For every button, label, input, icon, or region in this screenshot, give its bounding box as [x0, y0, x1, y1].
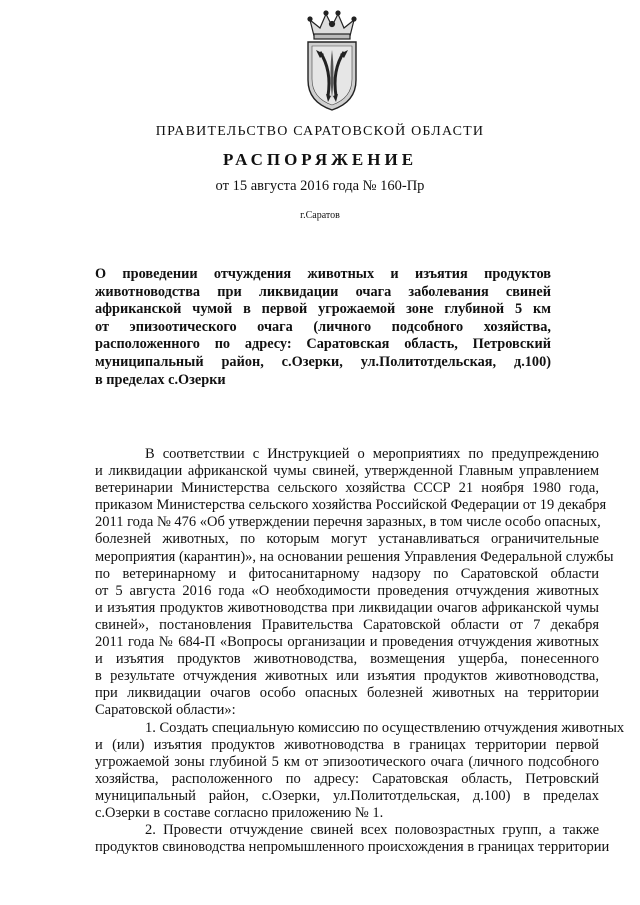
title-line: от эпизоотического очага (личного подсобного хозяйства, [95, 318, 551, 335]
body-line: при ликвидации очагов особо опасных болезней животных на территории [95, 685, 599, 702]
body-line: Саратовской области»: [95, 702, 236, 719]
body-line: ветеринарии Министерства сельского хозяйства СССР 21 ноября 1980 года, [95, 480, 599, 497]
title-line: в пределах с.Озерки [95, 371, 226, 388]
document-city: г.Саратов [300, 210, 340, 221]
body-line: 2011 года № 684-П «Вопросы организации и проведения отчуждения животных [95, 634, 599, 651]
body-line: и ликвидации африканской чумы свиней, утвержденной Главным управлением [95, 463, 599, 480]
body-line: и изъятия продуктов животноводства, возмещения ущерба, понесенного [95, 651, 599, 668]
body-line: по ветеринарному и фитосанитарному надзору по Саратовской области [95, 565, 599, 582]
body-line: хозяйства, расположенного по адресу: Саратовская область, Петровский [95, 770, 599, 787]
body-line: 2011 года № 476 «Об утверждении перечня заразных, в том числе особо опасных, [95, 514, 601, 531]
title-line: африканской чумой в первой угрожаемой зоне глубиной 5 км [95, 301, 551, 318]
body-line: свиней», постановления Правительства Саратовской области от 7 декабря [95, 616, 599, 633]
document-title [95, 266, 551, 389]
title-line: О проведении отчуждения животных и изъятия продуктов [95, 266, 551, 282]
body-line: В соответствии с Инструкцией о мероприятиях по предупреждению [145, 446, 599, 462]
document-type: РАСПОРЯЖЕНИЕ [222, 150, 418, 169]
body-line: 2. Провести отчуждение свиней всех половозрастных групп, а также [145, 822, 599, 839]
document-body [95, 446, 625, 856]
title-line: расположенного по адресу: Саратовская область, Петровский [95, 336, 551, 353]
body-line: мероприятия (карантин)», на основании решения Управления Федеральной службы [95, 548, 614, 565]
title-line: животноводства при ликвидации очага заболевания свиней [95, 283, 551, 300]
body-line: продуктов свиноводства непромышленного происхождения в границах территории [95, 839, 610, 856]
body-line: от 5 августа 2016 года «О необходимости проведения отчуждения животных [95, 582, 599, 599]
body-line: угрожаемой зоны глубиной 5 км от эпизоотического очага (личного подсобного [95, 753, 599, 770]
body-line: с.Озерки в составе согласно приложению № 1. [95, 804, 384, 821]
coat-of-arms-icon [300, 10, 364, 114]
government-name: ПРАВИТЕЛЬСТВО САРАТОВСКОЙ ОБЛАСТИ [155, 124, 485, 139]
body-line: муниципальный район, с.Озерки, ул.Политотдельская, д.100) в пределах [95, 787, 599, 804]
title-line: муниципальный район, с.Озерки, ул.Политотдельская, д.100) [95, 353, 551, 370]
body-line: 1. Создать специальную комиссию по осуществлению отчуждения животных [145, 719, 625, 736]
document-date-number: от 15 августа 2016 года № 160-Пр [215, 178, 425, 194]
body-line: и изъятия продуктов животноводства при ликвидации очагов африканской чумы [95, 599, 599, 616]
body-line: болезней животных, по которым могут устанавливаться ограничительные [95, 531, 599, 548]
body-line: и (или) изъятия продуктов животноводства в границах территории первой [95, 736, 599, 753]
body-line: в результате отчуждения животных или изъятия продуктов животноводства, [95, 668, 599, 685]
body-line: приказом Министерства сельского хозяйства Российской Федерации от 19 декабря [95, 497, 607, 514]
